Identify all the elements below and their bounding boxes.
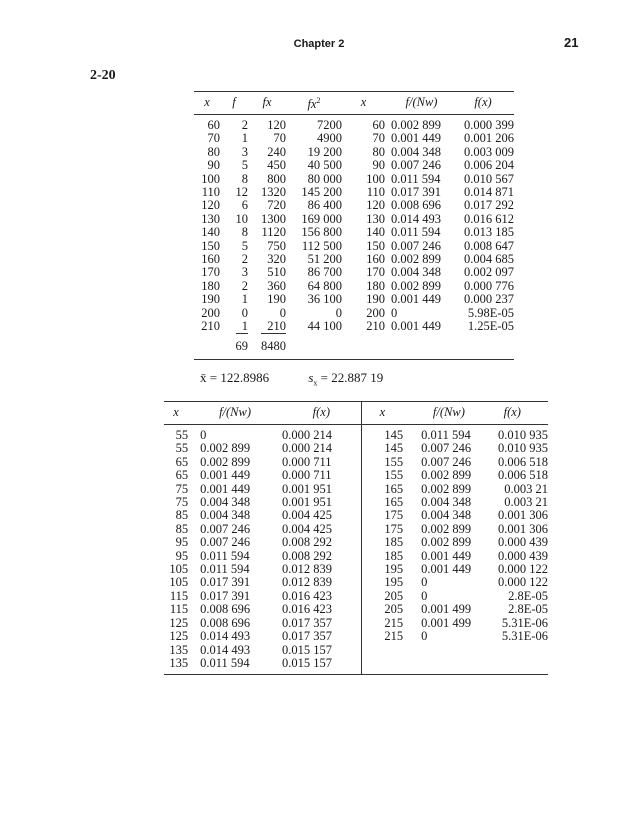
- cell-f-nw: 0.002 899: [421, 468, 472, 483]
- cell-f-nw: 0.002 899: [200, 441, 251, 456]
- cell-fx: 0.001 306: [498, 508, 548, 523]
- cell-x: 175: [361, 509, 403, 522]
- table-row: [164, 496, 548, 509]
- cell-x: 150: [366, 238, 385, 253]
- cell-fx: 0.000 439: [498, 535, 548, 550]
- table-row: [194, 173, 514, 186]
- cell-f-nw: 0.001 449: [200, 468, 251, 483]
- cell-x: 185: [361, 550, 403, 563]
- cell-x: 65: [175, 454, 189, 469]
- table-row: [164, 425, 548, 443]
- cell-fx: 800: [267, 171, 286, 186]
- sample-mean: x̄ = 122.8986: [200, 370, 270, 385]
- col-header-fx-right: f(x): [503, 405, 521, 420]
- col-header-x2: x: [360, 95, 367, 110]
- cell-fx2: 86 700: [307, 265, 342, 280]
- exponent: 2: [316, 96, 321, 106]
- cell-x: 90: [207, 158, 220, 173]
- cell-x: 80: [207, 144, 220, 159]
- cell-x: 115: [169, 602, 189, 617]
- cell-x: 55: [175, 428, 189, 442]
- table-row: [194, 293, 514, 306]
- cell-x: 190: [366, 292, 385, 307]
- table-row: [164, 469, 548, 482]
- empty-cell: [342, 337, 385, 360]
- cell-fx2: 40 500: [307, 158, 342, 173]
- cell-f: 1: [241, 131, 248, 146]
- cell-f: 6: [241, 198, 248, 213]
- cell-x: 210: [366, 319, 385, 334]
- cell-x: 135: [169, 642, 189, 657]
- cell-x: 105: [169, 575, 189, 590]
- problem-number: 2-20: [90, 68, 116, 83]
- density-table-header: [164, 402, 548, 425]
- cell-x: 135: [169, 655, 189, 670]
- cell-fx-density: 0.013 185: [464, 225, 514, 240]
- table-row: [164, 523, 548, 536]
- cell-f-nw: 0.007 246: [421, 454, 472, 469]
- cell-fx: 70: [273, 131, 286, 146]
- cell-f-nw: 0.011 594: [391, 225, 441, 240]
- cell-fx-density: 0.004 685: [464, 252, 514, 267]
- table-row: [164, 536, 548, 549]
- cell-f-nw: 0.002 899: [421, 521, 472, 536]
- col-header-fx2: $fx^2$: [307, 96, 321, 112]
- cell-x: 55: [175, 441, 189, 456]
- empty-cell: [194, 337, 220, 360]
- cell-fx: 450: [267, 158, 286, 173]
- cell-fx: 510: [267, 265, 286, 280]
- cell-fx: 0.012 839: [281, 575, 332, 590]
- cell-fx2: 80 000: [307, 171, 342, 186]
- table-row: [164, 483, 548, 496]
- cell-fx-density: 0.001 206: [464, 131, 514, 146]
- cell-x: 75: [175, 481, 189, 496]
- cell-f-nw: 0.001 449: [391, 292, 441, 307]
- frequency-table-body: [194, 115, 514, 360]
- cell-fx: 0.004 425: [281, 521, 332, 536]
- cell-x: 120: [366, 198, 385, 213]
- cell-x: 165: [361, 483, 403, 496]
- cell-fx: 0.006 518: [498, 454, 548, 469]
- cell-fx: 0.003 21: [504, 495, 548, 510]
- cell-fx: 750: [267, 238, 286, 253]
- cell-fx-density: 0.008 647: [464, 238, 514, 253]
- cell-fx: 0.012 839: [281, 562, 332, 577]
- cell-x: 155: [361, 456, 403, 469]
- table-row: [194, 240, 514, 253]
- cell-f: 8: [241, 225, 248, 240]
- cell-fx: 0.000 439: [498, 548, 548, 563]
- cell-fx2: 44 100: [307, 319, 342, 334]
- cell-fx: 1320: [261, 185, 286, 200]
- cell-f-nw: 0.007 246: [200, 521, 251, 536]
- cell-fx2: 112 500: [301, 238, 342, 253]
- cell-fx: 0.016 423: [281, 588, 332, 603]
- table-row: [194, 307, 514, 320]
- cell-fx: 0.015 157: [281, 642, 332, 657]
- col-header-x-left: x: [173, 405, 179, 420]
- col-header-fx-density: f(x): [474, 95, 492, 110]
- summary-statistics: [200, 370, 419, 388]
- cell-fx: 0.016 423: [281, 602, 332, 617]
- frequency-table: [194, 91, 514, 360]
- cell-fx-density: 5.98E-05: [467, 305, 514, 320]
- cell-f-nw: 0.002 899: [391, 118, 441, 132]
- cell-fx: 240: [267, 144, 286, 159]
- total-f: 69: [235, 338, 248, 353]
- cell-fx2: 64 800: [307, 278, 342, 293]
- cell-x: 175: [361, 523, 403, 536]
- cell-f-nw: 0.017 391: [391, 185, 441, 200]
- cell-fx-density: 0.010 567: [464, 171, 514, 186]
- table-row: [194, 199, 514, 212]
- cell-f: 1: [241, 292, 248, 307]
- cell-f-nw: 0.004 348: [421, 508, 472, 523]
- cell-fx2: 7200: [317, 118, 342, 132]
- cell-fx: [248, 320, 286, 336]
- cell-x: 115: [169, 588, 189, 603]
- cell-x: 145: [361, 425, 403, 443]
- cell-f-nw: 0.017 391: [200, 588, 251, 603]
- cell-f: 2: [241, 252, 248, 267]
- cell-f: 3: [241, 265, 248, 280]
- cell-x: 215: [361, 617, 403, 630]
- cell-x: 130: [201, 211, 220, 226]
- cell-fx: 0.015 157: [281, 655, 332, 670]
- cell-fx-density: 0.000 237: [464, 292, 514, 307]
- table-row: [164, 617, 548, 630]
- cell-x: 210: [201, 319, 220, 334]
- cell-fx: 0.003 21: [504, 481, 548, 496]
- cell-f-nw: 0.007 246: [391, 238, 441, 253]
- cell-fx: [477, 657, 548, 675]
- cell-x: 160: [201, 252, 220, 267]
- cell-fx: 0.017 357: [281, 629, 332, 644]
- cell-x: 140: [366, 225, 385, 240]
- table-row: [164, 576, 548, 589]
- cell-fx-density: 1.25E-05: [467, 319, 514, 334]
- cell-fx: 0.000 122: [498, 575, 548, 590]
- cell-x: 180: [366, 278, 385, 293]
- cell-f-nw: 0.008 696: [200, 615, 251, 630]
- cell-fx: 0.006 518: [498, 468, 548, 483]
- cell-f-nw: 0: [421, 629, 428, 644]
- col-header-f-nw: f/(Nw): [405, 95, 438, 110]
- cell-f-nw: 0.017 391: [200, 575, 251, 590]
- cell-fx: 5.31E-06: [501, 615, 548, 630]
- cell-fx: 1300: [261, 211, 286, 226]
- total-fx: 8480: [261, 338, 286, 353]
- totals-row: [194, 337, 514, 360]
- cell-x: 105: [169, 562, 189, 577]
- cell-fx: 0.000 711: [281, 468, 332, 483]
- frequency-table-header: [194, 92, 514, 115]
- cell-fx: 2.8E-05: [508, 588, 548, 603]
- table-row: [194, 159, 514, 172]
- cell-x: 100: [201, 171, 220, 186]
- cell-x: 90: [372, 158, 385, 173]
- cell-x: 145: [361, 442, 403, 455]
- cell-f: 2: [241, 278, 248, 293]
- cell-fx-density: 0.016 612: [464, 211, 514, 226]
- cell-x: 170: [366, 265, 385, 280]
- cell-f-nw: 0.011 594: [391, 171, 441, 186]
- col-header-f: f: [232, 95, 236, 110]
- table-row: [194, 280, 514, 293]
- cell-fx: 0.008 292: [281, 548, 332, 563]
- table-row: [194, 186, 514, 199]
- cell-x: 120: [201, 198, 220, 213]
- cell-f-nw: 0.004 348: [200, 508, 251, 523]
- cell-x: 110: [366, 185, 385, 200]
- cell-x: 85: [175, 521, 189, 536]
- cell-x: 205: [361, 603, 403, 616]
- table-row: [164, 442, 548, 455]
- cell-f-nw: 0.008 696: [391, 198, 441, 213]
- cell-x: [361, 657, 403, 675]
- cell-x: 125: [169, 629, 189, 644]
- cell-fx: 0.000 214: [281, 441, 332, 456]
- cell-fx-density: 0.017 292: [464, 198, 514, 213]
- cell-fx: 0.001 951: [281, 495, 332, 510]
- cell-x: 200: [201, 305, 220, 320]
- cell-fx: 0.000 214: [281, 428, 332, 442]
- col-header-fx: fx: [262, 95, 272, 110]
- cell-fx: 0.000 711: [281, 454, 332, 469]
- cell-fx: 320: [267, 252, 286, 267]
- cell-x: 60: [207, 118, 220, 132]
- col-header-f-nw-right: f/(Nw): [432, 405, 465, 420]
- cell-f: 0: [241, 305, 248, 320]
- cell-f-nw: 0: [391, 305, 398, 320]
- cell-f-nw: 0: [421, 575, 428, 590]
- cell-fx2: 86 400: [307, 198, 342, 213]
- empty-cell: [452, 337, 514, 360]
- table-row: [194, 213, 514, 226]
- cell-fx: 120: [267, 118, 286, 132]
- cell-f-nw: 0.002 899: [391, 278, 441, 293]
- empty-cell: [385, 337, 452, 360]
- cell-x: 205: [361, 590, 403, 603]
- cell-x: 110: [201, 185, 220, 200]
- cell-f: 8: [241, 171, 248, 186]
- underlined-value: 210: [261, 319, 286, 334]
- table-row: [194, 226, 514, 239]
- cell-f-nw: 0.001 499: [421, 615, 472, 630]
- cell-fx: [477, 644, 548, 657]
- table-row: [194, 253, 514, 266]
- cell-fx2: 19 200: [307, 144, 342, 159]
- cell-fx2: 156 800: [301, 225, 342, 240]
- cell-fx: 0.000 122: [498, 562, 548, 577]
- cell-f-nw: 0.001 449: [421, 562, 472, 577]
- cell-fx-density: 0.000 399: [464, 118, 514, 132]
- table-row: [164, 630, 548, 643]
- table-row: [194, 132, 514, 145]
- density-table-body: [164, 425, 548, 675]
- cell-f: 5: [241, 238, 248, 253]
- cell-f: [220, 320, 248, 336]
- cell-x: 170: [201, 265, 220, 280]
- table-row: [194, 146, 514, 159]
- cell-x: 160: [366, 252, 385, 267]
- cell-fx-density: 0.014 871: [464, 185, 514, 200]
- table-row: [164, 603, 548, 616]
- cell-f-nw: 0.004 348: [421, 495, 472, 510]
- empty-cell: [286, 337, 342, 360]
- cell-fx: 5.31E-06: [501, 629, 548, 644]
- cell-x: 130: [366, 211, 385, 226]
- cell-f-nw: 0.014 493: [200, 642, 251, 657]
- cell-x: 150: [201, 238, 220, 253]
- cell-fx: 190: [267, 292, 286, 307]
- cell-f-nw: 0.014 493: [200, 629, 251, 644]
- density-table: [164, 401, 548, 675]
- col-header-x-right: x: [361, 402, 403, 425]
- cell-x: 65: [175, 468, 189, 483]
- col-header-fx-left: f(x): [312, 405, 331, 420]
- cell-x: 100: [366, 171, 385, 186]
- cell-f-nw: 0.002 899: [421, 535, 472, 550]
- cell-x: 200: [366, 305, 385, 320]
- cell-x: 60: [372, 118, 385, 132]
- cell-fx2: 36 100: [307, 292, 342, 307]
- cell-f: 12: [235, 185, 248, 200]
- cell-f-nw: 0.002 899: [391, 252, 441, 267]
- cell-f-nw: 0.004 348: [391, 144, 441, 159]
- cell-f: 2: [241, 118, 248, 132]
- cell-x: 75: [175, 495, 189, 510]
- cell-f-nw: [403, 644, 476, 657]
- cell-f-nw: 0.004 348: [391, 265, 441, 280]
- cell-f-nw: 0.007 246: [421, 441, 472, 456]
- page-number: 21: [564, 35, 579, 50]
- cell-x: 215: [361, 630, 403, 643]
- cell-f-nw: 0.011 594: [200, 655, 250, 670]
- cell-x: 85: [175, 508, 189, 523]
- cell-x: 125: [169, 615, 189, 630]
- table-row: [164, 550, 548, 563]
- cell-f-nw: 0.004 348: [200, 495, 251, 510]
- cell-f-nw: 0.007 246: [200, 535, 251, 550]
- cell-f-nw: 0.001 449: [200, 481, 251, 496]
- cell-fx-density: 0.000 776: [464, 278, 514, 293]
- table-row: [194, 115, 514, 133]
- subscript: x: [313, 378, 318, 388]
- table-row: [164, 456, 548, 469]
- cell-f: 10: [235, 211, 248, 226]
- cell-fx: 0.001 306: [498, 521, 548, 536]
- cell-fx2: 169 000: [301, 211, 342, 226]
- cell-fx: 0: [279, 305, 286, 320]
- cell-x: 95: [175, 548, 189, 563]
- underlined-value: 1: [236, 319, 248, 334]
- cell-x: 95: [175, 535, 189, 550]
- cell-f-nw: 0.011 594: [421, 428, 471, 442]
- table-row: [164, 590, 548, 603]
- cell-x: 80: [372, 144, 385, 159]
- cell-fx2: 51 200: [307, 252, 342, 267]
- cell-x: 165: [361, 496, 403, 509]
- cell-f-nw: 0.001 449: [421, 548, 472, 563]
- cell-fx: 360: [267, 278, 286, 293]
- table-row: [194, 266, 514, 279]
- col-header-f-nw-left: f/(Nw): [219, 405, 252, 420]
- cell-fx: 0.001 951: [281, 481, 332, 496]
- cell-fx-density: 0.002 097: [464, 265, 514, 280]
- cell-fx-density: 0.006 204: [464, 158, 514, 173]
- cell-x: 195: [361, 563, 403, 576]
- cell-fx: 0.017 357: [281, 615, 332, 630]
- cell-x: 70: [207, 131, 220, 146]
- cell-x: 190: [201, 292, 220, 307]
- table-row: [164, 644, 548, 657]
- cell-f-nw: 0.001 449: [391, 131, 441, 146]
- cell-f-nw: 0.007 246: [391, 158, 441, 173]
- cell-x: 155: [361, 469, 403, 482]
- table-row: [164, 563, 548, 576]
- table-row: [194, 320, 514, 336]
- cell-f: 5: [241, 158, 248, 173]
- cell-fx-density: 0.003 009: [464, 144, 514, 159]
- table-row: [164, 657, 548, 675]
- cell-fx: 2.8E-05: [508, 602, 548, 617]
- cell-fx: 0.004 425: [281, 508, 332, 523]
- cell-f-nw: 0.001 449: [391, 319, 441, 334]
- cell-x: 70: [372, 131, 385, 146]
- cell-f-nw: 0.002 899: [421, 481, 472, 496]
- cell-fx: 1120: [261, 225, 286, 240]
- cell-fx2: 145 200: [301, 185, 342, 200]
- cell-f-nw: [403, 657, 476, 675]
- cell-x: 195: [361, 576, 403, 589]
- cell-x: 185: [361, 536, 403, 549]
- table-row: [164, 509, 548, 522]
- cell-f: 3: [241, 144, 248, 159]
- cell-f-nw: 0: [200, 428, 207, 442]
- col-header-x: x: [204, 95, 210, 110]
- cell-fx: 0.010 935: [498, 441, 548, 456]
- cell-f-nw: 0.011 594: [200, 562, 250, 577]
- cell-f-nw: 0.001 499: [421, 602, 472, 617]
- cell-fx: 0.010 935: [498, 428, 548, 442]
- cell-fx: 720: [267, 198, 286, 213]
- cell-x: 140: [201, 225, 220, 240]
- sample-std-dev: $s_x = 22.887$ 19: [308, 370, 384, 388]
- cell-f-nw: 0.014 493: [391, 211, 441, 226]
- cell-fx: 0.008 292: [281, 535, 332, 550]
- cell-x: 180: [201, 278, 220, 293]
- cell-f-nw: 0.002 899: [200, 454, 251, 469]
- cell-fx2: 0: [335, 305, 342, 320]
- cell-fx2: 4900: [317, 131, 342, 146]
- cell-f-nw: 0.011 594: [200, 548, 250, 563]
- cell-f-nw: 0.008 696: [200, 602, 251, 617]
- cell-f-nw: 0: [421, 588, 428, 603]
- cell-x: [361, 644, 403, 657]
- chapter-heading: Chapter 2: [293, 38, 345, 50]
